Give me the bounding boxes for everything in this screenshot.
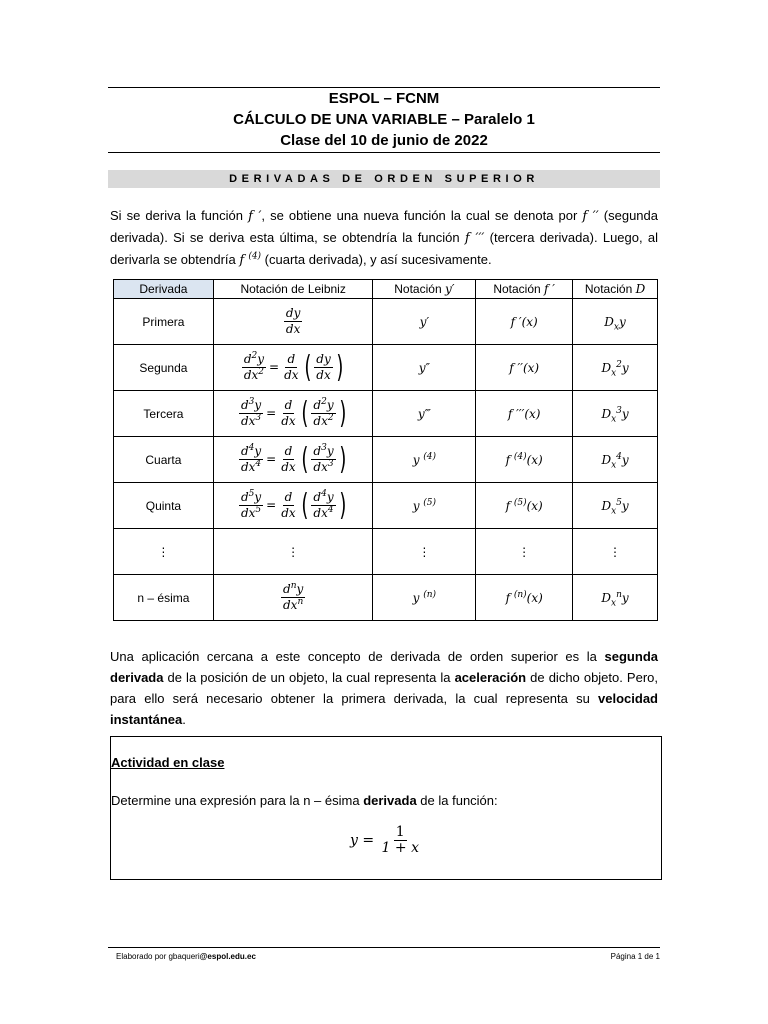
row-label: Tercera	[114, 391, 214, 437]
fprime-cell: f $^{(n)}$(x)	[476, 575, 573, 621]
activity-title: Actividad en clase	[111, 755, 225, 770]
table-header: Notación de Leibniz	[213, 280, 373, 299]
table-header: Notación y′	[373, 280, 476, 299]
intro-paragraph: Si se deriva la función f ′, se obtiene una nueva función la cual se denota por f ′′ (segunda derivada). Si se deriva esta última, se obtendría la función f ′′′ (tercera derivada). Luego, al derivarla se obtendría f $^{(4)}$ (cuarta derivada), y así sucesivamente.	[110, 208, 658, 268]
document-header	[108, 88, 660, 151]
ellipsis-cell: ⋮	[213, 529, 373, 575]
activity-box	[110, 736, 662, 880]
row-label: ⋮	[114, 529, 214, 575]
leibniz-cell: $\frac{d^2y}{dx^2}$ = $\frac{d}{dx}$ ( $\frac{dy}{dx}$ )	[213, 345, 373, 391]
application-paragraph: Una aplicación cercana a este concepto de derivada de orden superior es la segunda derivada de la posición de un objeto, la cual representa la aceleración de dicho objeto. Pero, para ello será necesario obtener la primera derivada, la cual representa su velocidad instantánea.	[110, 649, 658, 727]
activity-formula: y = $\frac{1}{1 + x}$	[350, 824, 419, 856]
leibniz-cell: $\frac{d^4y}{dx^4}$ = $\frac{d}{dx}$ ( $\frac{d^3y}{dx^3}$ )	[213, 437, 373, 483]
table-row	[114, 345, 658, 391]
footer-rule	[108, 947, 660, 948]
ellipsis-cell: ⋮	[373, 529, 476, 575]
d-cell: $D_x^4y$	[573, 437, 658, 483]
header-institution: ESPOL – FCNM	[328, 90, 440, 107]
row-label: Primera	[114, 299, 214, 345]
derivatives-table	[113, 279, 658, 621]
table-row	[114, 483, 658, 529]
d-cell: $D_x^ny$	[573, 575, 658, 621]
fprime-cell: f ′′′(x)	[476, 391, 573, 437]
header-date: Clase del 10 de junio de 2022	[280, 132, 488, 149]
d-cell: $D_x^5y$	[573, 483, 658, 529]
section-title: DERIVADAS DE ORDEN SUPERIOR	[108, 170, 660, 188]
activity-text: Determine una expresión para la n – ésima derivada de la función:	[111, 793, 498, 808]
d-cell: $D_x^3y$	[573, 391, 658, 437]
prime-cell: y $^{(5)}$	[373, 483, 476, 529]
table-header: Derivada	[114, 280, 214, 299]
prime-cell: y′	[373, 299, 476, 345]
leibniz-cell: $\frac{d^3y}{dx^3}$ = $\frac{d}{dx}$ ( $\frac{d^2y}{dx^2}$ )	[213, 391, 373, 437]
d-cell: $D_xy$	[573, 299, 658, 345]
d-cell: $D_x^2y$	[573, 345, 658, 391]
row-label: n – ésima	[114, 575, 214, 621]
fprime-cell: f ′′(x)	[476, 345, 573, 391]
table-header-row	[114, 280, 658, 299]
ellipsis-cell: ⋮	[476, 529, 573, 575]
table-header: Notación D	[573, 280, 658, 299]
footer-author: Elaborado por gbaqueri@espol.edu.ec	[116, 952, 256, 961]
table-header: Notación f ′	[476, 280, 573, 299]
table-row	[114, 529, 658, 575]
fprime-cell: f $^{(4)}$(x)	[476, 437, 573, 483]
header-bottom-rule	[108, 152, 660, 153]
header-course: CÁLCULO DE UNA VARIABLE – Paralelo 1	[233, 111, 535, 128]
table-row	[114, 299, 658, 345]
table-row	[114, 437, 658, 483]
ellipsis-cell: ⋮	[573, 529, 658, 575]
row-label: Cuarta	[114, 437, 214, 483]
prime-cell: y $^{(n)}$	[373, 575, 476, 621]
prime-cell: y″	[373, 345, 476, 391]
fprime-cell: f $^{(5)}$(x)	[476, 483, 573, 529]
fprime-cell: f ′(x)	[476, 299, 573, 345]
leibniz-cell: $\frac{d^ny}{dx^n}$	[213, 575, 373, 621]
prime-cell: y‴	[373, 391, 476, 437]
row-label: Quinta	[114, 483, 214, 529]
leibniz-cell: $\frac{d^5y}{dx^5}$ = $\frac{d}{dx}$ ( $\frac{d^4y}{dx^4}$ )	[213, 483, 373, 529]
footer-page-number: Página 1 de 1	[610, 952, 660, 961]
table-row	[114, 391, 658, 437]
leibniz-cell: $\frac{dy}{dx}$	[213, 299, 373, 345]
row-label: Segunda	[114, 345, 214, 391]
table-row	[114, 575, 658, 621]
prime-cell: y $^{(4)}$	[373, 437, 476, 483]
